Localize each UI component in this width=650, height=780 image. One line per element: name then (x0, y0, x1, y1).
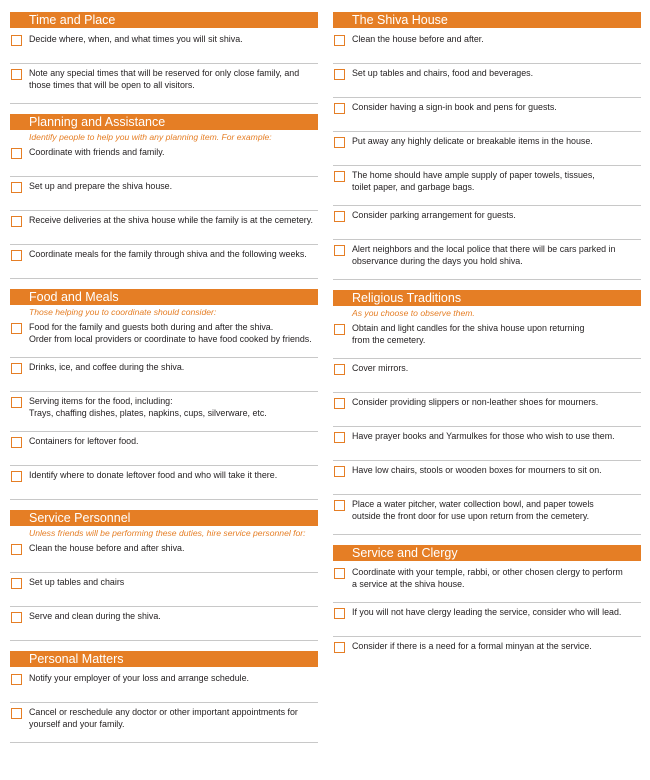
checkbox[interactable] (11, 708, 22, 719)
checklist-item-text: Note any special times that will be reserved for only close family, and those times that will be open to all visitors. (29, 68, 300, 90)
section-title: The Shiva House (333, 12, 641, 28)
checklist-item (333, 166, 641, 206)
checklist-item (10, 607, 318, 641)
checkbox[interactable] (334, 245, 345, 256)
checkbox[interactable] (334, 500, 345, 511)
checklist-item (333, 495, 641, 535)
checklist-item (333, 359, 641, 393)
section-note: Identify people to help you with any planning item. For example: (29, 132, 272, 142)
checklist-item (333, 637, 641, 671)
checklist-item-text: Serving items for the food, including: Trays, chaffing dishes, plates, napkins, cups, silverware, etc. (29, 396, 267, 418)
section-title: Religious Traditions (333, 290, 641, 306)
checkbox[interactable] (11, 182, 22, 193)
checklist-item (10, 245, 318, 279)
section-service-and-clergy (333, 545, 641, 671)
checklist-item-text: Consider parking arrangement for guests. (352, 210, 516, 220)
checkbox[interactable] (11, 397, 22, 408)
section-note: Those helping you to coordinate should consider: (29, 307, 217, 317)
checkbox[interactable] (11, 544, 22, 555)
checklist-item-text: Consider providing slippers or non-leather shoes for mourners. (352, 397, 599, 407)
checklist-item-text: Have low chairs, stools or wooden boxes for mourners to sit on. (352, 465, 602, 475)
checkbox[interactable] (334, 69, 345, 80)
checklist-item (333, 563, 641, 603)
section-service-personnel (10, 510, 318, 641)
checkbox[interactable] (334, 211, 345, 222)
checklist-item (333, 64, 641, 98)
checkbox[interactable] (11, 250, 22, 261)
checklist-item-text: The home should have ample supply of paper towels, tissues, toilet paper, and garbage bags. (352, 170, 595, 192)
checklist-item (333, 206, 641, 240)
checkbox[interactable] (11, 612, 22, 623)
checklist-item (10, 432, 318, 466)
checklist-item (10, 30, 318, 64)
checkbox[interactable] (11, 437, 22, 448)
checkbox[interactable] (11, 148, 22, 159)
checkbox[interactable] (11, 674, 22, 685)
section-title: Planning and Assistance (10, 114, 318, 130)
checklist-item (10, 573, 318, 607)
section-title: Personal Matters (10, 651, 318, 667)
section-title: Food and Meals (10, 289, 318, 305)
checkbox[interactable] (11, 471, 22, 482)
section-planning-and-assistance (10, 114, 318, 279)
section-religious-traditions (333, 290, 641, 535)
checklist-item-text: Containers for leftover food. (29, 436, 139, 446)
checklist-item-text: Cancel or reschedule any doctor or other important appointments for yourself and your family. (29, 707, 298, 729)
section-the-shiva-house (333, 12, 641, 280)
checkbox[interactable] (334, 608, 345, 619)
section-note: As you choose to observe them. (352, 308, 475, 318)
checklist-item (10, 143, 318, 177)
checklist-item-text: Obtain and light candles for the shiva house upon returning from the cemetery. (352, 323, 585, 345)
checklist-item (333, 461, 641, 495)
checklist-item (10, 358, 318, 392)
checklist-item (333, 132, 641, 166)
checklist-item (10, 64, 318, 104)
checklist-item (333, 427, 641, 461)
checklist-item (10, 177, 318, 211)
checklist-item (10, 466, 318, 500)
checklist-item-text: Receive deliveries at the shiva house while the family is at the cemetery. (29, 215, 313, 225)
checklist-item-text: Clean the house before and after. (352, 34, 484, 44)
checklist-item-text: If you will not have clergy leading the service, consider who will lead. (352, 607, 622, 617)
checklist-item-text: Notify your employer of your loss and arrange schedule. (29, 673, 250, 683)
checkbox[interactable] (334, 568, 345, 579)
checklist-item-text: Serve and clean during the shiva. (29, 611, 161, 621)
section-personal-matters (10, 651, 318, 743)
checklist-item-text: Decide where, when, and what times you will sit shiva. (29, 34, 243, 44)
checklist-item-text: Food for the family and guests both during and after the shiva. Order from local providers or coordinate to have food cooked by friends. (29, 322, 312, 344)
checklist-item-text: Drinks, ice, and coffee during the shiva. (29, 362, 185, 372)
checklist-item-text: Cover mirrors. (352, 363, 409, 373)
checkbox[interactable] (11, 323, 22, 334)
checklist-item (333, 319, 641, 359)
checklist-item-text: Coordinate with friends and family. (29, 147, 165, 157)
checkbox[interactable] (11, 216, 22, 227)
checkbox[interactable] (334, 432, 345, 443)
checkbox[interactable] (334, 642, 345, 653)
checklist-item-text: Consider having a sign-in book and pens for guests. (352, 102, 557, 112)
checklist-item (333, 30, 641, 64)
checklist-item-text: Have prayer books and Yarmulkes for those who wish to use them. (352, 431, 615, 441)
checkbox[interactable] (334, 171, 345, 182)
checklist-item (10, 703, 318, 743)
checklist-item-text: Consider if there is a need for a formal minyan at the service. (352, 641, 592, 651)
checklist-item (10, 211, 318, 245)
section-time-and-place (10, 12, 318, 104)
checklist-item-text: Clean the house before and after shiva. (29, 543, 185, 553)
section-title: Service Personnel (10, 510, 318, 526)
checklist-item (10, 392, 318, 432)
checklist-item-text: Set up tables and chairs, food and beverages. (352, 68, 534, 78)
section-note: Unless friends will be performing these duties, hire service personnel for: (29, 528, 306, 538)
checkbox[interactable] (334, 103, 345, 114)
checklist-item-text: Alert neighbors and the local police that there will be cars parked in observance during the days you hold shiva. (352, 244, 616, 266)
checklist-item (333, 98, 641, 132)
checkbox[interactable] (334, 398, 345, 409)
checklist-item-text: Coordinate meals for the family through shiva and the following weeks. (29, 249, 307, 259)
checkbox[interactable] (334, 466, 345, 477)
left-column (10, 12, 318, 753)
checkbox[interactable] (334, 35, 345, 46)
checklist-item (333, 240, 641, 280)
checklist-item-text: Coordinate with your temple, rabbi, or other chosen clergy to perform a service at the shiva house. (352, 567, 623, 589)
checkbox[interactable] (11, 69, 22, 80)
section-title: Service and Clergy (333, 545, 641, 561)
checklist-item (333, 393, 641, 427)
checklist-item-text: Set up and prepare the shiva house. (29, 181, 173, 191)
checklist-item-text: Place a water pitcher, water collection bowl, and paper towels outside the front door for use upon return from the cemetery. (352, 499, 594, 521)
section-food-and-meals (10, 289, 318, 500)
checklist-item-text: Put away any highly delicate or breakable items in the house. (352, 136, 593, 146)
checkbox[interactable] (334, 137, 345, 148)
checklist-item (10, 318, 318, 358)
checkbox[interactable] (334, 364, 345, 375)
checkbox[interactable] (11, 363, 22, 374)
checkbox[interactable] (11, 35, 22, 46)
checklist-item-text: Identify where to donate leftover food and who will take it there. (29, 470, 278, 480)
right-column (333, 12, 641, 681)
checklist-item (333, 603, 641, 637)
checklist-item-text: Set up tables and chairs (29, 577, 125, 587)
checklist-item (10, 669, 318, 703)
checklist-item (10, 539, 318, 573)
section-title: Time and Place (10, 12, 318, 28)
checkbox[interactable] (334, 324, 345, 335)
checkbox[interactable] (11, 578, 22, 589)
